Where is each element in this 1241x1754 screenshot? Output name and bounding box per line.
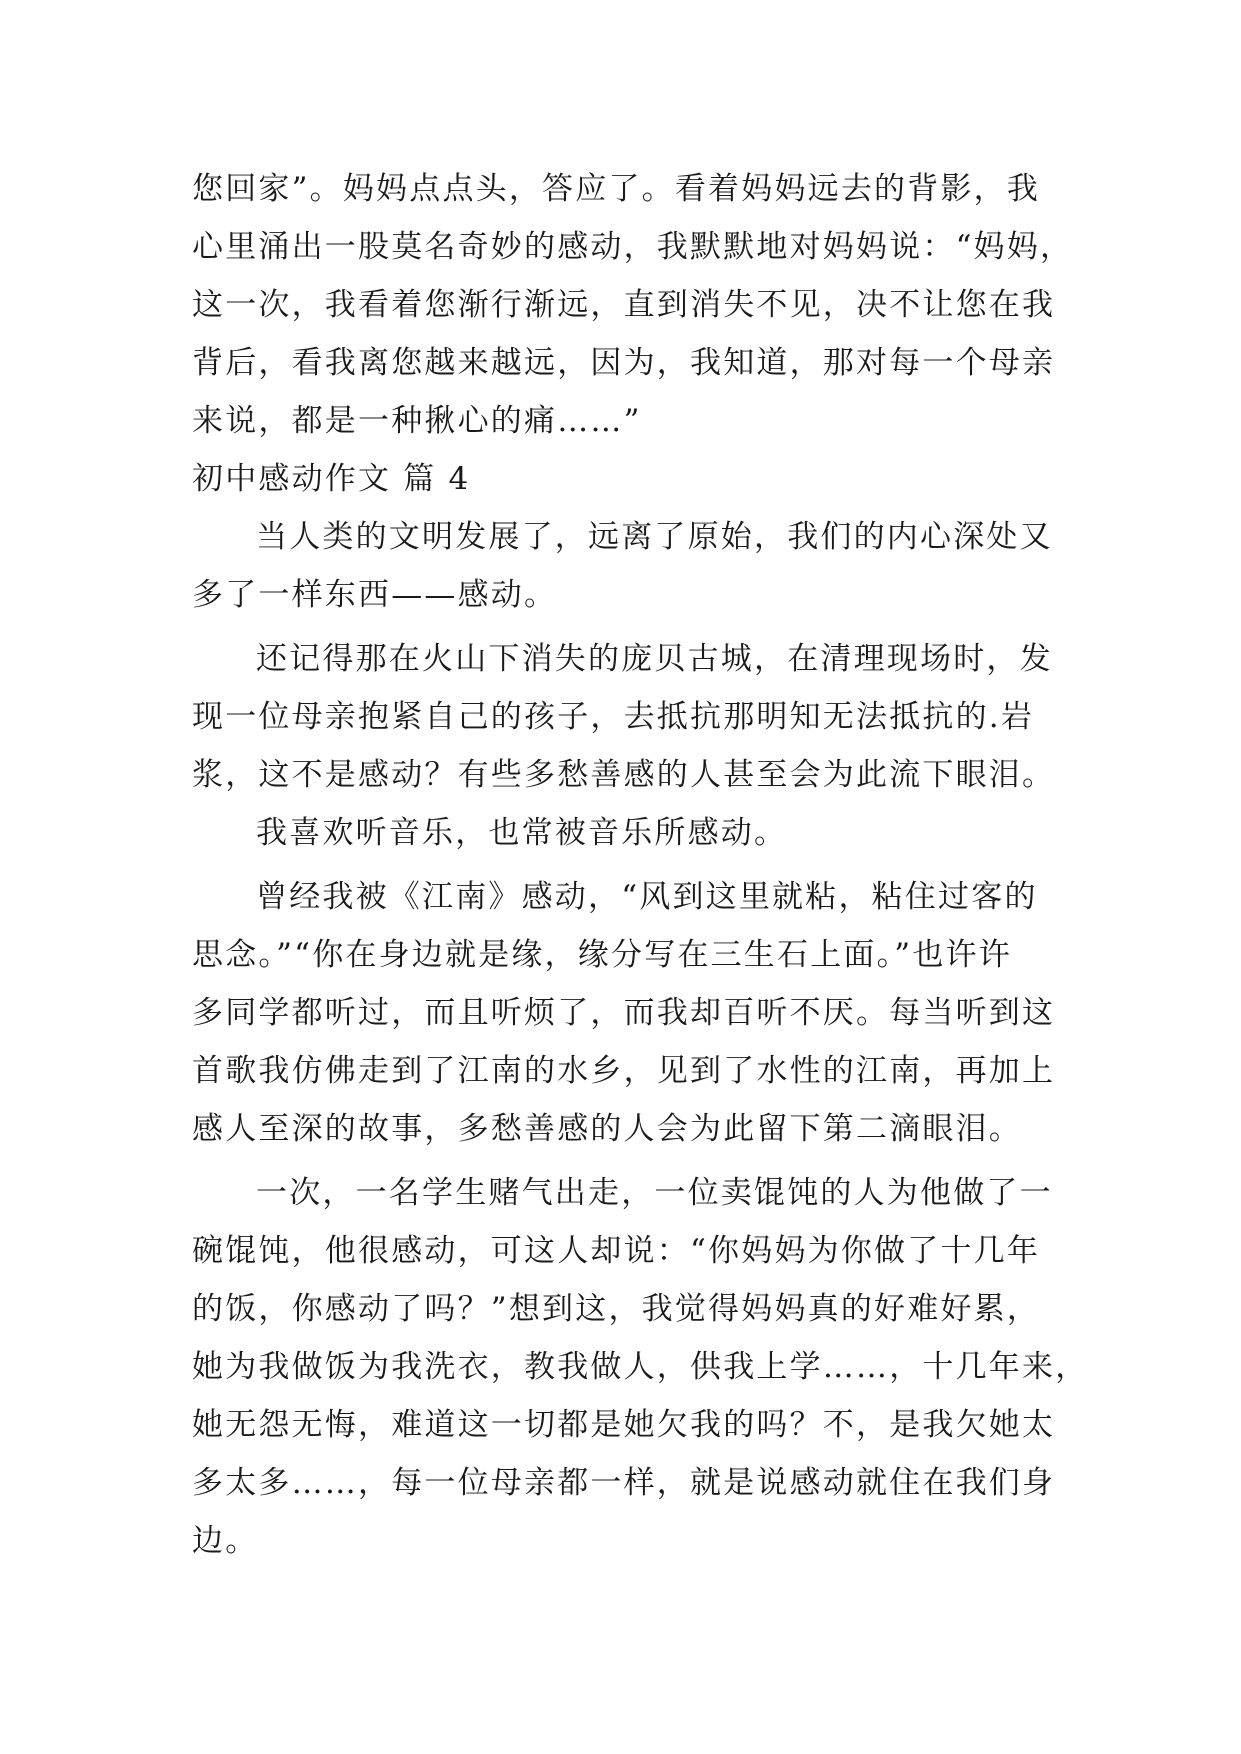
text-line: 的饭，你感动了吗？”想到这，我觉得妈妈真的好难好累， (192, 1291, 1041, 1327)
text-line: 背后，看我离您越来越远，因为，我知道，那对每一个母亲 (192, 345, 1056, 381)
text-line: 当人类的文明发展了，远离了原始，我们的内心深处又 (256, 519, 1053, 555)
section-heading: 初中感动作文 篇 4 (192, 461, 471, 497)
text-line: 浆，这不是感动？有些多愁善感的人甚至会为此流下眼泪。 (192, 757, 1056, 793)
text-line: 多同学都听过，而且听烦了，而我却百听不厌。每当听到这 (192, 995, 1056, 1031)
paragraph-4 (192, 868, 1056, 1158)
text-line: 曾经我被《江南》感动，“风到这里就粘，粘住过客的 (256, 879, 1038, 915)
text-line: 还记得那在火山下消失的庞贝古城，在清理现场时，发 (256, 641, 1053, 677)
text-line: 现一位母亲抱紧自己的孩子，去抵抗那明知无法抵抗的.岩 (192, 699, 1035, 735)
text-column (192, 160, 1089, 1570)
text-line: 感人至深的故事，多愁善感的人会为此留下第二滴眼泪。 (192, 1111, 1022, 1147)
paragraph-5 (192, 1164, 1089, 1570)
text-line: 首歌我仿佛走到了江南的水乡，见到了水性的江南，再加上 (192, 1053, 1056, 1089)
text-line: 边。 (192, 1523, 259, 1559)
text-line: 我喜欢听音乐，也常被音乐所感动。 (256, 815, 788, 851)
text-line: 来说，都是一种揪心的痛……” (192, 403, 642, 439)
text-line: 您回家”。妈妈点点头，答应了。看着妈妈远去的背影，我 (192, 171, 1041, 207)
paragraph-1 (192, 508, 1053, 624)
text-line: 心里涌出一股莫名奇妙的感动，我默默地对妈妈说：“妈妈， (192, 229, 1074, 265)
text-line: 一次，一名学生赌气出走，一位卖馄饨的人为他做了一 (256, 1175, 1053, 1211)
paragraph-3 (192, 804, 1050, 862)
text-line: 碗馄饨，他很感动，可这人却说：“你妈妈为你做了十几年 (192, 1233, 1041, 1269)
intro-continuation (192, 160, 1074, 450)
text-line: 思念。”“你在身边就是缘，缘分写在三生石上面。”也许许 (192, 937, 1012, 973)
text-line: 多太多……，每一位母亲都一样，就是说感动就住在我们身 (192, 1465, 1056, 1501)
text-line: 多了一样东西——感动。 (192, 577, 558, 613)
paragraph-2 (192, 630, 1056, 804)
text-line: 她无怨无悔，难道这一切都是她欠我的吗？不，是我欠她太 (192, 1407, 1056, 1443)
text-line: 这一次，我看着您渐行渐远，直到消失不见，决不让您在我 (192, 287, 1056, 323)
text-line: 她为我做饭为我洗衣，教我做人，供我上学……，十几年来， (192, 1349, 1089, 1385)
